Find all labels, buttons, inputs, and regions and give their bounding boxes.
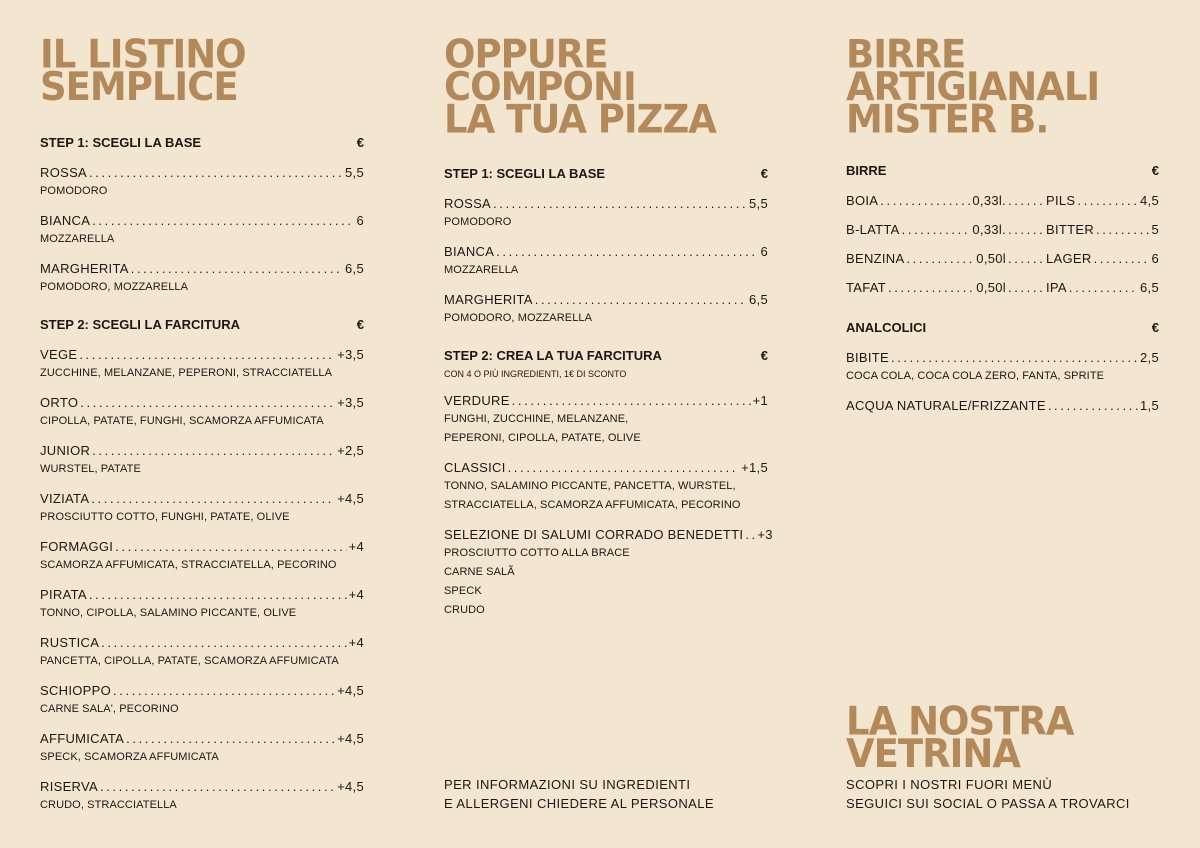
item-row	[40, 538, 364, 556]
item-description: TONNO, SALAMINO PICCANTE, PANCETTA, WURSTEL,	[444, 480, 736, 492]
dot-leader	[115, 538, 346, 556]
dot-leader	[101, 634, 346, 652]
item-name: ORTO	[40, 395, 79, 410]
item-name: AFFUMICATA	[40, 731, 125, 746]
item-description: WURSTEL, PATATE	[40, 463, 141, 475]
item-row	[40, 212, 364, 230]
item-description: CIPOLLA, PATATE, FUNGHI, SCAMORZA AFFUMICATA	[40, 415, 324, 427]
beer-price: 6,5	[1140, 280, 1159, 295]
beer-price: 6	[1151, 251, 1159, 266]
dot-leader	[891, 349, 1138, 367]
item-description: ZUCCHINE, MELANZANE, PEPERONI, STRACCIATELLA	[40, 367, 333, 379]
menu-item	[846, 349, 1159, 386]
item-name: ROSSA	[40, 165, 88, 180]
menu-item	[40, 634, 364, 671]
step2-heading: STEP 2: SCEGLI LA FARCITURA €	[40, 317, 364, 332]
dot-leader	[888, 279, 974, 297]
item-description: MOZZARELLA	[444, 264, 519, 276]
item-description: POMODORO, MOZZARELLA	[40, 281, 189, 293]
item-price: 2,5	[1140, 350, 1159, 365]
item-name: VIZIATA	[40, 491, 90, 506]
item-name: RUSTICA	[40, 635, 100, 650]
item-row	[444, 195, 768, 213]
dot-leader	[1069, 279, 1138, 297]
soft-drinks-heading: ANALCOLICI €	[846, 320, 1159, 335]
item-price: +2,5	[337, 443, 364, 458]
item-description: PEPERONI, CIPOLLA, PATATE, OLIVE	[444, 432, 641, 444]
item-price: +4,5	[337, 491, 364, 506]
item-name: BIANCA	[40, 213, 91, 228]
item-name: CLASSICI	[444, 460, 506, 475]
item-row	[40, 394, 364, 412]
step1-heading: STEP 1: SCEGLI LA BASE €	[40, 135, 364, 150]
dot-leader	[1077, 192, 1138, 210]
item-price: +4,5	[337, 731, 364, 746]
item-name: SELEZIONE DI SALUMI CORRADO BENEDETTI	[444, 527, 744, 542]
beers-heading: BIRRE €	[846, 163, 1159, 178]
column-componi-pizza	[444, 31, 773, 631]
menu-item	[40, 682, 364, 719]
item-row	[444, 392, 768, 410]
vetrina-section	[846, 698, 1074, 777]
item-name: MARGHERITA	[444, 292, 533, 307]
item-row	[846, 349, 1159, 367]
dot-leader	[1096, 221, 1149, 239]
dot-leader	[880, 192, 970, 210]
item-row	[40, 682, 364, 700]
item-name: JUNIOR	[40, 443, 91, 458]
item-row	[444, 243, 768, 261]
item-description: CRUDO, STRACCIATELLA	[40, 799, 177, 811]
item-price: 5,5	[749, 196, 768, 211]
item-description: POMODORO	[444, 216, 512, 228]
item-description: FUNGHI, ZUCCHINE, MELANZANE,	[444, 413, 629, 425]
menu-item	[846, 397, 1159, 415]
item-price: +4	[348, 587, 364, 602]
dot-leader	[1008, 192, 1044, 210]
menu-item	[40, 730, 364, 767]
item-description: SPECK, SCAMORZA AFFUMICATA	[40, 751, 219, 763]
beer-price: 5	[1151, 222, 1159, 237]
item-name: PIRATA	[40, 587, 87, 602]
menu-item	[444, 243, 768, 280]
dot-leader	[126, 730, 335, 748]
dot-leader	[1008, 279, 1044, 297]
dot-leader	[496, 243, 758, 261]
column-listino-semplice	[40, 31, 364, 826]
column-birre	[846, 31, 1159, 426]
dot-leader	[1048, 397, 1138, 415]
item-price: +1,5	[741, 460, 768, 475]
item-row	[444, 459, 768, 477]
menu-item	[444, 459, 768, 515]
item-description: PROSCIUTTO COTTO, FUNGHI, PATATE, OLIVE	[40, 511, 290, 523]
item-row	[40, 442, 364, 460]
item-row	[40, 778, 364, 796]
dot-leader	[1008, 221, 1044, 239]
beer-row	[846, 192, 1159, 210]
dot-leader	[89, 586, 347, 604]
beer-style: IPA	[1046, 280, 1067, 295]
dot-leader	[80, 394, 335, 412]
beer-row	[846, 279, 1159, 297]
item-row	[40, 346, 364, 364]
dot-leader	[1094, 250, 1150, 268]
dot-leader	[493, 195, 747, 213]
beer-name: BOIA	[846, 193, 879, 208]
dot-leader	[100, 778, 335, 796]
menu-item	[40, 442, 364, 479]
item-price: 6,5	[749, 292, 768, 307]
beer-style: PILS	[1046, 193, 1076, 208]
menu-item	[40, 164, 364, 201]
beer-price: 4,5	[1140, 193, 1159, 208]
beer-style: BITTER	[1046, 222, 1095, 237]
item-row	[40, 586, 364, 604]
item-price: 6,5	[345, 261, 364, 276]
item-description: POMODORO, MOZZARELLA	[444, 312, 593, 324]
vetrina-text: SCOPRI I NOSTRI FUORI MENÙ SEGUICI SUI SOCIAL O PASSA A TROVARCI	[846, 777, 1130, 811]
item-price: 6	[760, 244, 768, 259]
item-price: +3,5	[337, 347, 364, 362]
dot-leader	[91, 490, 335, 508]
step1-heading: STEP 1: SCEGLI LA BASE €	[444, 166, 768, 181]
item-row	[40, 260, 364, 278]
beer-style: LAGER	[1046, 251, 1092, 266]
item-price: +4,5	[337, 779, 364, 794]
item-price: 1,5	[1140, 398, 1159, 413]
beer-row	[846, 221, 1159, 239]
item-name: FORMAGGI	[40, 539, 114, 554]
item-name: SCHIOPPO	[40, 683, 112, 698]
item-price: +3,5	[337, 395, 364, 410]
item-row	[40, 490, 364, 508]
beer-name: TAFAT	[846, 280, 887, 295]
dot-leader	[745, 526, 755, 544]
item-row	[444, 526, 773, 544]
dot-leader	[131, 260, 343, 278]
item-description: PANCETTA, CIPOLLA, PATATE, SCAMORZA AFFUMICATA	[40, 655, 339, 667]
beer-row	[846, 250, 1159, 268]
menu-item	[40, 212, 364, 249]
discount-note: CON 4 O PIÙ INGREDIENTI, 1€ DI SCONTO	[444, 369, 627, 379]
item-description: CRUDO	[444, 604, 485, 616]
menu-item	[444, 195, 768, 232]
item-description: CARNE SALÃ	[444, 566, 515, 578]
menu-item	[444, 526, 773, 620]
menu-item	[40, 586, 364, 623]
item-name: RISERVA	[40, 779, 98, 794]
dot-leader	[89, 164, 343, 182]
vetrina-title: LA NOSTRA VETRINA	[846, 698, 1074, 777]
beer-name: B-LATTA	[846, 222, 900, 237]
dot-leader	[508, 459, 739, 477]
item-row	[40, 164, 364, 182]
allergen-info: PER INFORMAZIONI SU INGREDIENTI E ALLERGENI CHIEDERE AL PERSONALE	[444, 777, 714, 811]
item-price: +4,5	[337, 683, 364, 698]
section-title: OPPURE COMPONI LA TUA PIZZA	[444, 31, 716, 142]
item-description: PROSCIUTTO COTTO ALLA BRACE	[444, 547, 630, 559]
beer-volume: 0,33l.	[972, 193, 1006, 208]
menu-item	[444, 392, 768, 448]
menu-item	[40, 394, 364, 431]
item-description: POMODORO	[40, 185, 108, 197]
item-description: MOZZARELLA	[40, 233, 115, 245]
dot-leader	[535, 291, 747, 309]
beer-volume: 0,50l	[976, 251, 1006, 266]
dot-leader	[1008, 250, 1044, 268]
menu-item	[40, 260, 364, 297]
item-name: BIANCA	[444, 244, 495, 259]
item-name: VEGE	[40, 347, 78, 362]
beer-volume: 0,50l	[976, 280, 1006, 295]
item-name: MARGHERITA	[40, 261, 129, 276]
item-row	[846, 397, 1159, 415]
menu-item	[444, 291, 768, 328]
item-row	[444, 291, 768, 309]
dot-leader	[92, 212, 354, 230]
menu-item	[40, 490, 364, 527]
item-price: +3	[757, 527, 773, 542]
dot-leader	[902, 221, 971, 239]
beer-name: BENZINA	[846, 251, 905, 266]
item-price: +4	[348, 539, 364, 554]
dot-leader	[79, 346, 335, 364]
item-description: CARNE SALA', PECORINO	[40, 703, 179, 715]
dot-leader	[512, 392, 751, 410]
item-price: 5,5	[345, 165, 364, 180]
item-description: SPECK	[444, 585, 482, 597]
item-name: VERDURE	[444, 393, 510, 408]
menu-item	[40, 538, 364, 575]
dot-leader	[906, 250, 974, 268]
menu-item	[40, 346, 364, 383]
item-name: ACQUA NATURALE/FRIZZANTE	[846, 398, 1046, 413]
item-description: TONNO, CIPOLLA, SALAMINO PICCANTE, OLIVE	[40, 607, 297, 619]
item-price: 6	[356, 213, 364, 228]
item-price: +4	[348, 635, 364, 650]
step2-heading: STEP 2: CREA LA TUA FARCITURA €	[444, 348, 768, 363]
item-row	[40, 730, 364, 748]
item-name: BIBITE	[846, 350, 889, 365]
item-name: ROSSA	[444, 196, 492, 211]
item-price: +1	[752, 393, 768, 408]
beer-volume: 0,33l.	[972, 222, 1006, 237]
item-description: STRACCIATELLA, SCAMORZA AFFUMICATA, PECORINO	[444, 499, 741, 511]
item-row	[40, 634, 364, 652]
dot-leader	[92, 442, 335, 460]
dot-leader	[113, 682, 335, 700]
section-title: BIRRE ARTIGIANALI MISTER B.	[846, 31, 1100, 142]
item-description: SCAMORZA AFFUMICATA, STRACCIATELLA, PECORINO	[40, 559, 337, 571]
item-description: COCA COLA, COCA COLA ZERO, FANTA, SPRITE	[846, 370, 1105, 382]
menu-item	[40, 778, 364, 815]
section-title: IL LISTINO SEMPLICE	[40, 31, 246, 110]
